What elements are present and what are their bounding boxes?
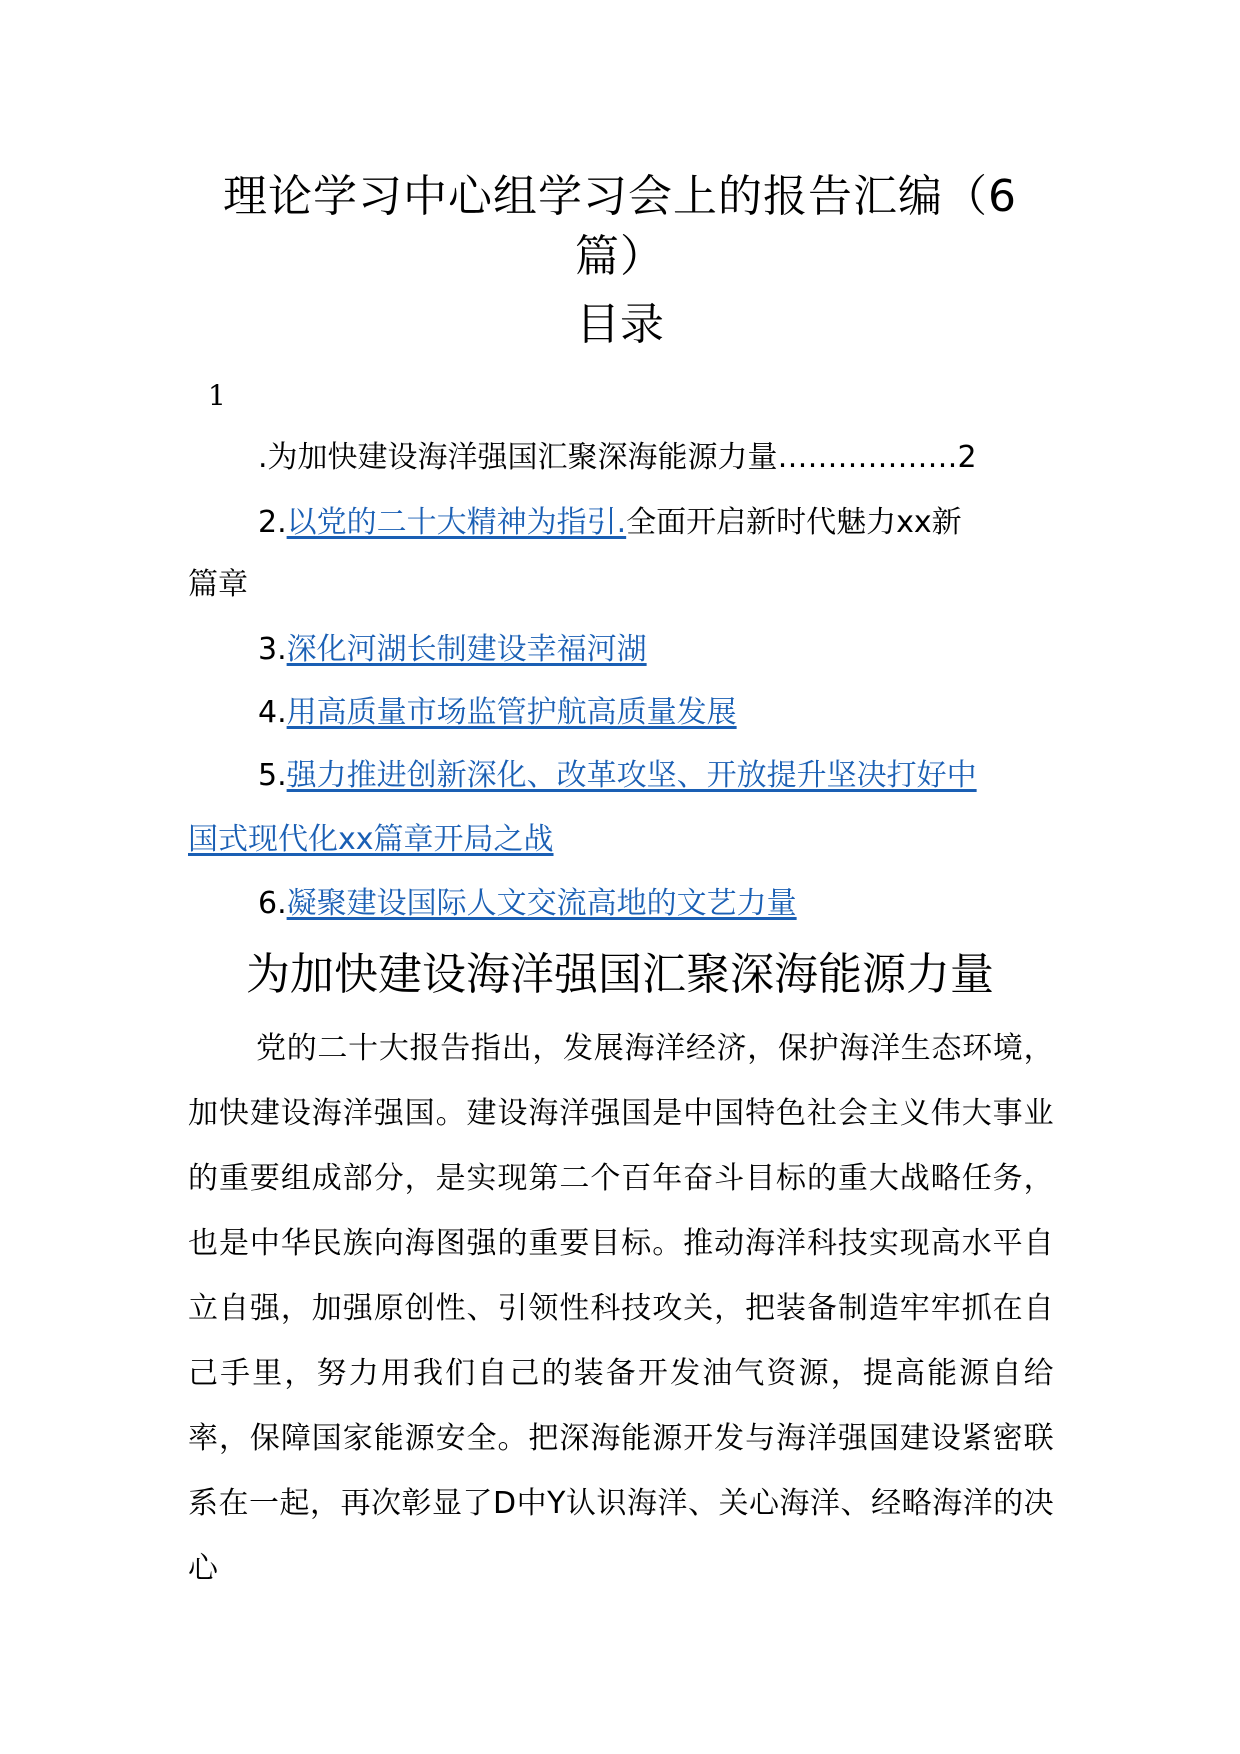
toc-item-4 <box>258 693 737 733</box>
toc-item3-prefix: 3. <box>258 632 287 667</box>
toc-item1-number: 1 <box>208 379 226 412</box>
toc-item1-page: 2 <box>957 440 977 475</box>
section-title: 为加快建设海洋强国汇聚深海能源力量 <box>246 949 994 1000</box>
body-paragraph: 党的二十大报告指出，发展海洋经济，保护海洋生态环境，加快建设海洋强国。建设海洋强国是中国特色社会主义伟大事业的重要组成部分，是实现第二个百年奋斗目标的重大战略任务，也是中华民族向海图强的重要目标。推动海洋科技实现高水平自立自强，加强原创性、引领性科技攻关，把装备制造牢牢抓在自己手里，努力用我们自己的装备开发油气资源，提高能源自给率，保障国家能源安全。把深海能源开发与海洋强国建设紧密联系在一起，再次彰显了D中Y认识海洋、关心海洋、经略海洋的决心 <box>188 1031 1054 1586</box>
toc-item-2 <box>258 503 962 543</box>
toc-item5-continuation <box>188 820 554 860</box>
toc-item5-link[interactable]: 强力推进创新深化、改革攻坚、开放提升坚决打好中 <box>286 758 977 793</box>
document-title-line2: 篇） <box>575 231 665 282</box>
toc-heading: 目录 <box>576 299 664 350</box>
toc-item-6 <box>258 884 797 924</box>
toc-item6-link[interactable]: 凝聚建设国际人文交流高地的文艺力量 <box>286 886 797 921</box>
toc-item2-link[interactable]: 以党的二十大精神为指引. <box>286 505 627 540</box>
toc-item4-prefix: 4. <box>258 695 287 730</box>
toc-item-5 <box>258 756 977 796</box>
toc-item6-prefix: 6. <box>258 886 287 921</box>
toc-item5-link-continued[interactable]: 国式现代化xx篇章开局之战 <box>188 822 554 857</box>
toc-item-1[interactable] <box>258 438 977 478</box>
toc-item5-prefix: 5. <box>258 758 287 793</box>
toc-item2-prefix: 2. <box>258 505 287 540</box>
toc-item4-link[interactable]: 用高质量市场监管护航高质量发展 <box>286 695 737 730</box>
toc-item2-continuation: 篇章 <box>188 567 248 602</box>
toc-item-3 <box>258 630 647 670</box>
toc-item1-text[interactable]: .为加快建设海洋强国汇聚深海能源力量 <box>258 440 778 475</box>
toc-item2-rest: 全面开启新时代魅力xx新 <box>626 505 962 540</box>
toc-item3-link[interactable]: 深化河湖长制建设幸福河湖 <box>286 632 647 667</box>
document-title-line1: 理论学习中心组学习会上的报告汇编（6 <box>223 171 1017 222</box>
toc-item1-dots: ……………… <box>777 440 958 475</box>
